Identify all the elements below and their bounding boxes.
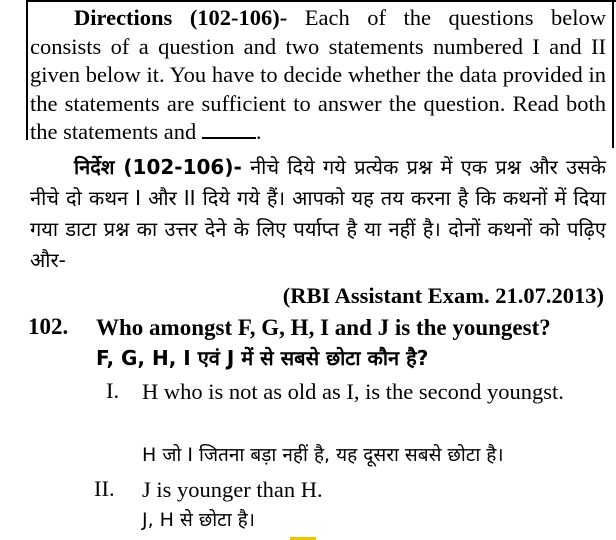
- directions-end: .: [255, 119, 262, 144]
- statement-1-hindi: H जो I जितना बड़ा नहीं है, यह दूसरा सबसे छोटा है।: [142, 444, 504, 466]
- exam-source: (RBI Assistant Exam. 21.07.2013): [282, 283, 604, 308]
- statement-2-numeral: II.: [94, 476, 115, 501]
- directions-label-hindi: निर्देश (102-106)-: [74, 155, 242, 179]
- statement-1-numeral: I.: [106, 378, 120, 403]
- frame-left-border: [26, 0, 28, 140]
- directions-text: Each of the questions below consists of a question and two statements numbered I and II given below it. You have to decide whether the data provided in the statements are sufficient to answer the question. Read both the statements and: [30, 5, 606, 144]
- answer-blank: [202, 121, 256, 139]
- statement-2-english: J is younger than H.: [142, 477, 323, 502]
- directions-english: [30, 4, 606, 147]
- frame-top-border: [26, 0, 616, 2]
- frame-right-border: [612, 0, 614, 148]
- question-text-hindi: F, G, H, I एवं J में से सबसे छोटा कौन है?: [96, 346, 429, 370]
- statement-1-english: H who is not as old as I, is the second youngst.: [142, 379, 564, 404]
- directions-text-hindi: नीचे दिये गये प्रत्येक प्रश्न में एक प्रश्न और उसके नीचे दो कथन I और II दिये गये हैं। आपको यह तय करना है कि कथनों में दिया गया डाटा प्रश्न का उत्तर देने के लिए पर्याप्त है या नहीं है। दोनों कथनों को पढ़िए और-: [30, 155, 606, 272]
- question-text-english: Who amongst F, G, H, I and J is the youngest?: [96, 315, 551, 340]
- directions-hindi: [30, 152, 606, 276]
- statement-2-hindi: J, H से छोटा है।: [142, 509, 255, 531]
- directions-label: Directions (102-106)-: [74, 5, 288, 30]
- question-number: 102.: [28, 314, 69, 339]
